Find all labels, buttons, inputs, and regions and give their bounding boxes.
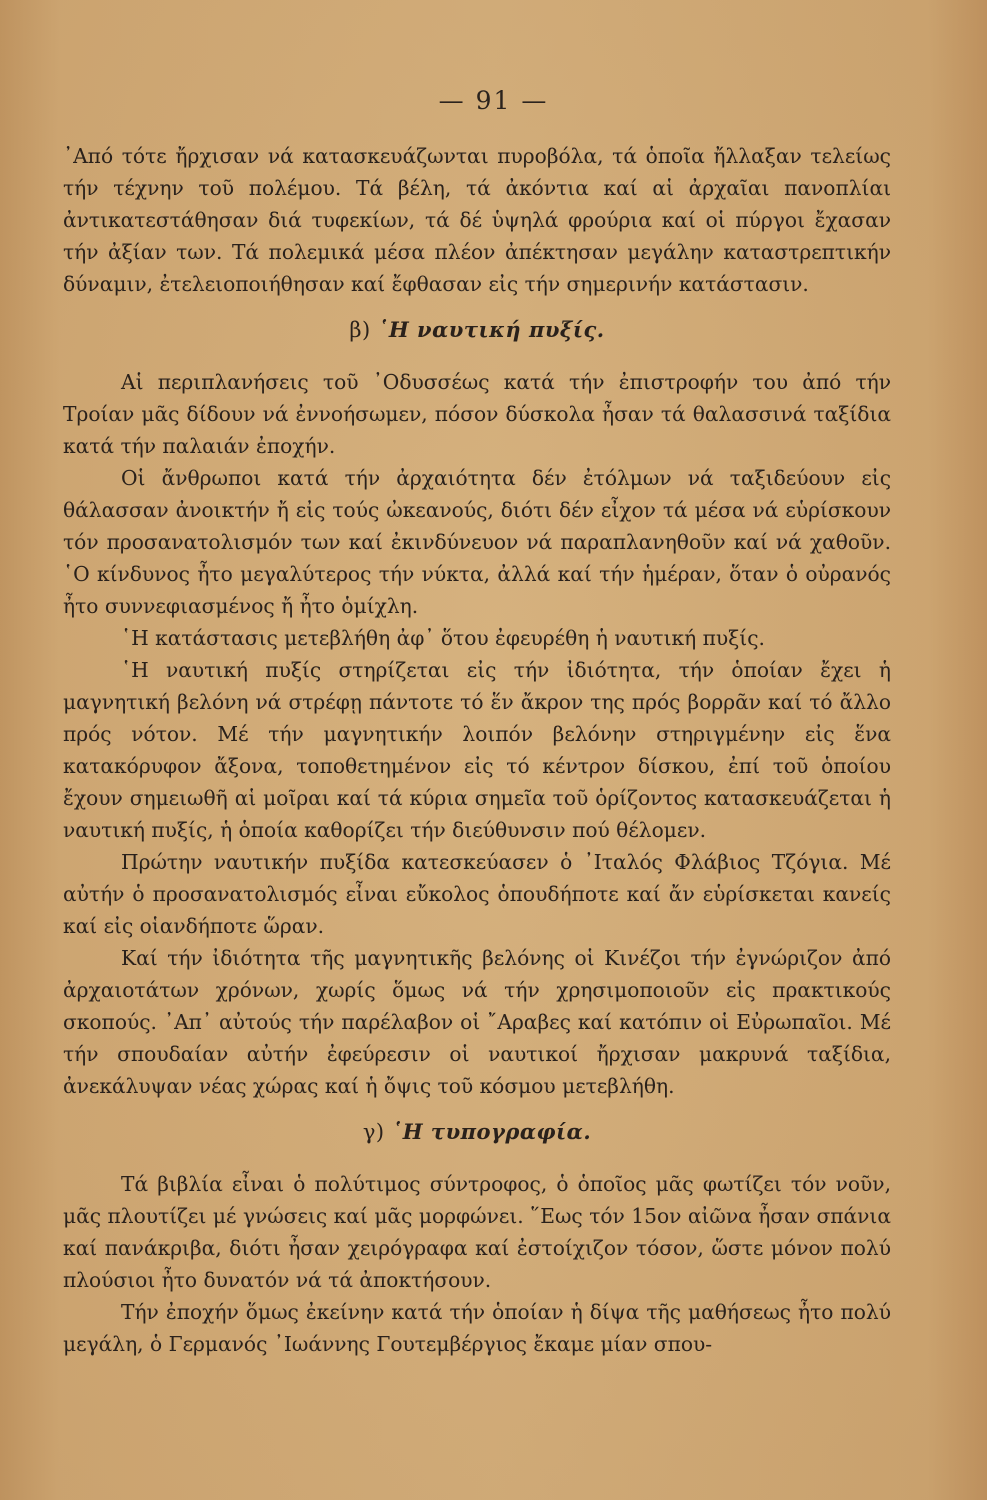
section-label: β) (349, 318, 371, 342)
paragraph: Πρώτην ναυτικήν πυξίδα κατεσκεύασεν ὁ ᾿Ιταλός Φλάβιος Τζόγια. Μέ αὐτήν ὁ προσανατολισμός εἶναι εὔκολος ὁπουδήποτε καί ἄν εὑρίσκεται κανείς καί εἰς οἱανδήποτε ὥραν. (63, 850, 891, 938)
paragraph: ῾Η κατάστασις μετεβλήθη ἀφ᾿ ὅτου ἐφευρέθη ἡ ναυτική πυξίς. (121, 626, 765, 650)
section-heading-printing (63, 1116, 891, 1148)
section-title: ῾Η ναυτική πυξίς. (377, 317, 605, 342)
paragraph: Τά βιβλία εἶναι ὁ πολύτιμος σύντροφος, ὁ ὁποῖος μᾶς φωτίζει τόν νοῦν, μᾶς πλουτίζει μέ γνώσεις καί μᾶς μορφώνει. ῞Εως τόν 15ον αἰῶνα ἦσαν σπάνια καί πανάκριβα, διότι ἦσαν χειρόγραφα καί ἐστοίχιζον τόσον, ὥστε μόνον πολύ πλούσιοι ἦτο δυνατόν νά τά ἀποκτήσουν. (63, 1172, 891, 1292)
page-number: — 91 — (438, 86, 549, 115)
section-label: γ) (362, 1120, 385, 1144)
paragraph: Καί τήν ἰδιότητα τῆς μαγνητικῆς βελόνης οἱ Κινέζοι τήν ἐγνώριζον ἀπό ἀρχαιοτάτων χρόνων, χωρίς ὅμως νά τήν χρησιμοποιοῦν εἰς πρακτικούς σκοπούς. ᾿Απ᾿ αὐτούς τήν παρέλαβον οἱ ῎Αραβες καί κατόπιν οἱ Εὐρωπαῖοι. Μέ τήν σπουδαίαν αὐτήν ἐφεύρεσιν οἱ ναυτικοί ἤρχισαν μακρυνά ταξίδια, ἀνεκάλυψαν νέας χώρας καί ἡ ὄψις τοῦ κόσμου μετεβλήθη. (63, 946, 891, 1098)
section-title: ῾Η τυπογραφία. (391, 1119, 592, 1144)
section-heading-compass (63, 314, 891, 346)
paragraph-intro: ᾿Από τότε ἤρχισαν νά κατασκευάζωνται πυροβόλα, τά ὁποῖα ἤλλαξαν τελείως τήν τέχνην τοῦ πολέμου. Τά βέλη, τά ἀκόντια καί αἱ ἀρχαῖαι πανοπλίαι ἀντικατεστάθησαν διά τυφεκίων, τά δέ ὑψηλά φρούρια καί οἱ πύργοι ἔχασαν τήν ἀξίαν των. Τά πολεμικά μέσα πλέον ἀπέκτησαν μεγάλην καταστρεπτικήν δύναμιν, ἐτελειοποιήθησαν καί ἔφθασαν εἰς τήν σημερινήν κατάστασιν. (63, 144, 891, 296)
paragraph: Αἱ περιπλανήσεις τοῦ ᾿Οδυσσέως κατά τήν ἐπιστροφήν του ἀπό τήν Τροίαν μᾶς δίδουν νά ἐννοήσωμεν, πόσον δύσκολα ἦσαν τά θαλασσινά ταξίδια κατά τήν παλαιάν ἐποχήν. (63, 370, 891, 458)
paragraph: Τήν ἐποχήν ὅμως ἐκείνην κατά τήν ὁποίαν ἡ δίψα τῆς μαθήσεως ἦτο πολύ μεγάλη, ὁ Γερμανός ᾿Ιωάννης Γουτεμβέργιος ἔκαμε μίαν σπου- (63, 1300, 891, 1356)
body-text (63, 140, 891, 1360)
paragraph: Οἱ ἄνθρωποι κατά τήν ἀρχαιότητα δέν ἐτόλμων νά ταξιδεύουν εἰς θάλασσαν ἀνοικτήν ἤ εἰς τούς ὠκεανούς, διότι δέν εἶχον τά μέσα νά εὑρίσκουν τόν προσανατολισμόν των καί ἐκινδύνευον νά παραπλανηθοῦν καί νά χαθοῦν. ῾Ο κίνδυνος ἦτο μεγαλύτερος τήν νύκτα, ἀλλά καί τήν ἡμέραν, ὅταν ὁ οὐρανός ἦτο συννεφιασμένος ἤ ἦτο ὁμίχλη. (63, 466, 891, 618)
paragraph: ῾Η ναυτική πυξίς στηρίζεται εἰς τήν ἰδιότητα, τήν ὁποίαν ἔχει ἡ μαγνητική βελόνη νά στρέφῃ πάντοτε τό ἕν ἄκρον της πρός βορρᾶν καί τό ἄλλο πρός νότον. Μέ τήν μαγνητικήν λοιπόν βελόνην στηριγμένην εἰς ἕνα κατακόρυφον ἄξονα, τοποθετημένον εἰς τό κέντρον δίσκου, ἐπί τοῦ ὁποίου ἔχουν σημειωθῆ αἱ μοῖραι καί τά κύρια σημεῖα τοῦ ὁρίζοντος κατασκευάζεται ἡ ναυτική πυξίς, ἡ ὁποία καθορίζει τήν διεύθυνσιν πού θέλομεν. (63, 658, 891, 842)
